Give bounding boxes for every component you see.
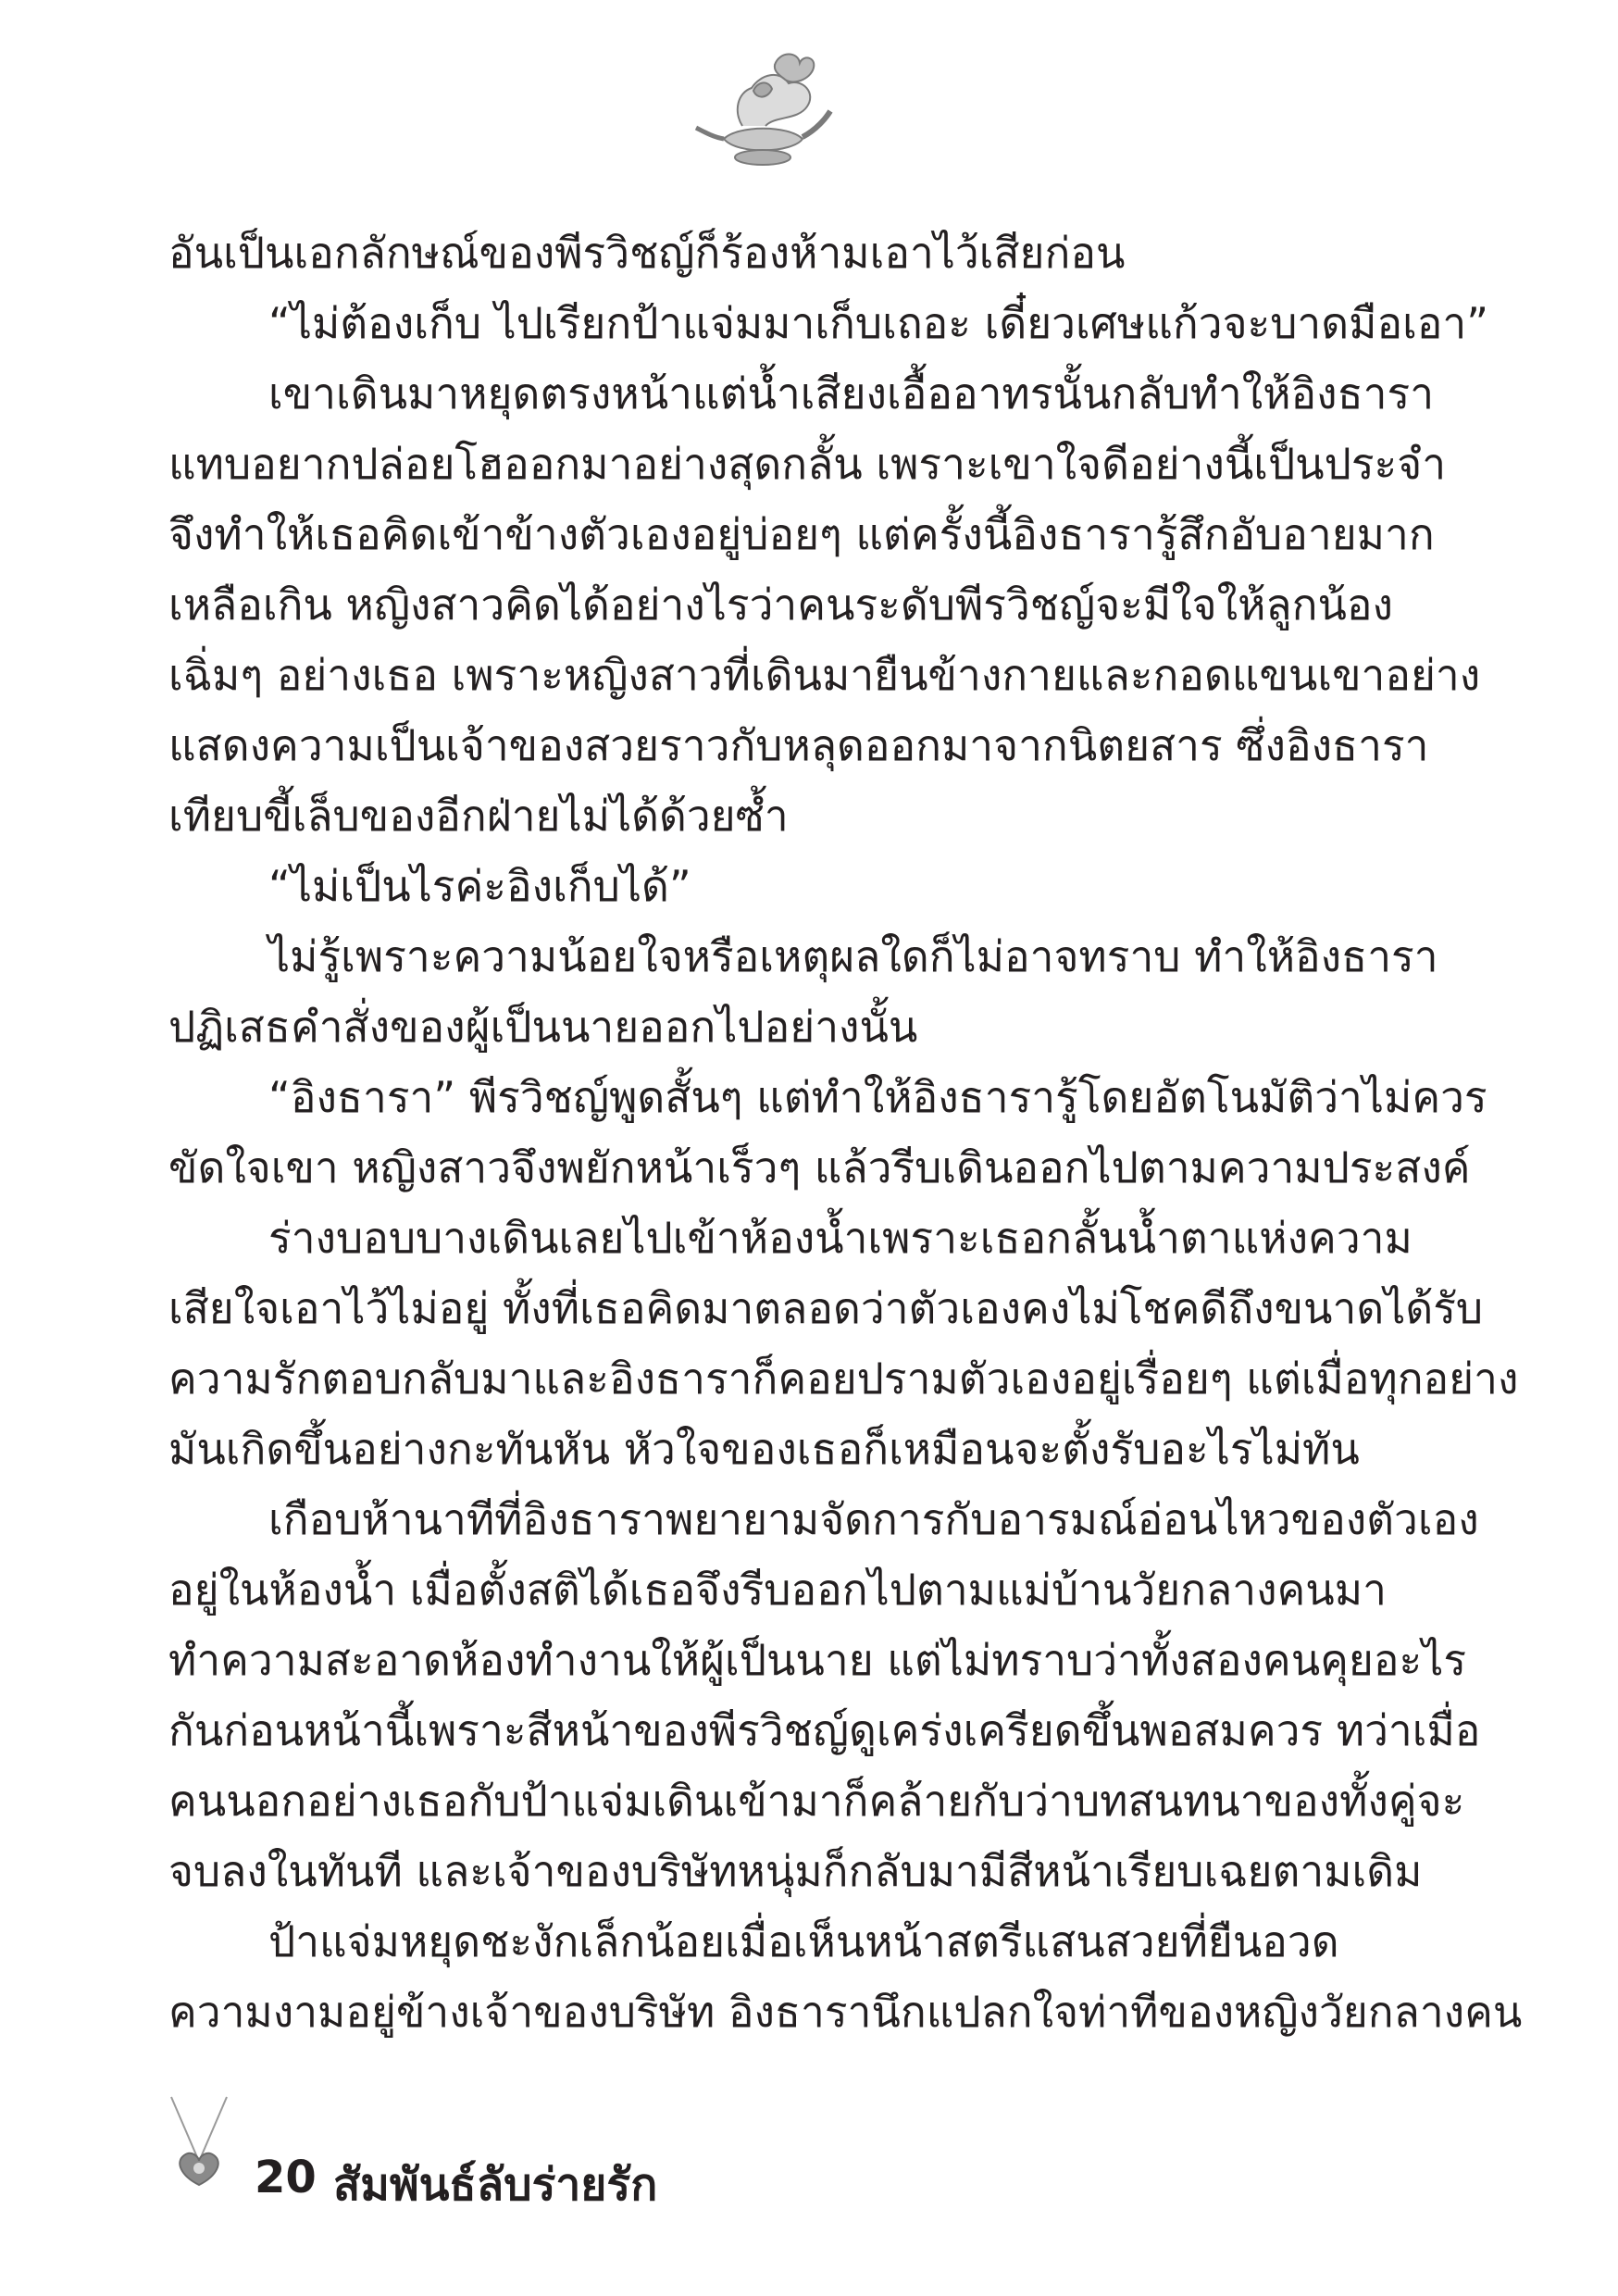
text-line: คนนอกอย่างเธอกับป้าแจ่มเดินเข้ามาก็คล้ายกับว่าบทสนทนาของทั้งคู่จะ [168,1776,1465,1826]
text-line: อยู่ในห้องน้ำ เมื่อตั้งสติได้เธอจึงรีบออกไปตามแม่บ้านวัยกลางคนมา [168,1565,1387,1615]
text-line: “อิงธารา” พีรวิชญ์พูดสั้นๆ แต่ทำให้อิงธารารู้โดยอัตโนมัติว่าไม่ควร [268,1072,1487,1122]
text-line: ไม่รู้เพราะความน้อยใจหรือเหตุผลใดก็ไม่อาจทราบ ทำให้อิงธารา [268,931,1438,981]
text-line: ร่างบอบบางเดินเลยไปเข้าห้องน้ำเพราะเธอกลั้นน้ำตาแห่งความ [268,1213,1413,1263]
text-line: แสดงความเป็นเจ้าของสวยราวกับหลุดออกมาจากนิตยสาร ซึ่งอิงธารา [168,720,1429,770]
text-line: ทำความสะอาดห้องทำงานให้ผู้เป็นนาย แต่ไม่ทราบว่าทั้งสองคนคุยอะไร [168,1635,1467,1685]
text-line: “ไม่ต้องเก็บ ไปเรียกป้าแจ่มมาเก็บเถอะ เดี๋ยวเศษแก้วจะบาดมือเอา” [268,298,1489,348]
text-line: ปฏิเสธคำสั่งของผู้เป็นนายออกไปอย่างนั้น [168,1002,918,1052]
page-number: 20 [255,2152,317,2203]
genie-lamp-icon [687,46,835,176]
text-line: จบลงในทันที และเจ้าของบริษัทหนุ่มก็กลับมามีสีหน้าเรียบเฉยตามเดิม [168,1846,1423,1896]
heart-pendant-icon [162,2092,236,2194]
text-line: “ไม่เป็นไรค่ะอิงเก็บได้” [268,861,691,911]
text-line: เฉิ่มๆ อย่างเธอ เพราะหญิงสาวที่เดินมายืนข้างกายและกอดแขนเขาอย่าง [168,650,1481,700]
text-line: ความงามอยู่ข้างเจ้าของบริษัท อิงธารานึกแปลกใจท่าทีของหญิงวัยกลางคน [168,1987,1523,2037]
text-line: กันก่อนหน้านี้เพราะสีหน้าของพีรวิชญ์ดูเคร่งเครียดขึ้นพอสมควร ทว่าเมื่อ [168,1705,1481,1755]
text-line: ป้าแจ่มหยุดชะงักเล็กน้อยเมื่อเห็นหน้าสตรีแสนสวยที่ยืนอวด [268,1916,1339,1966]
text-line: เกือบห้านาทีที่อิงธาราพยายามจัดการกับอารมณ์อ่อนไหวของตัวเอง [268,1494,1479,1544]
text-line: เขาเดินมาหยุดตรงหน้าแต่น้ำเสียงเอื้ออาทรนั้นกลับทำให้อิงธารา [268,368,1435,418]
text-line: จึงทำให้เธอคิดเข้าข้างตัวเองอยู่บ่อยๆ แต่ครั้งนี้อิงธารารู้สึกอับอายมาก [168,509,1435,559]
book-title: สัมพันธ์ลับร่ายรัก [333,2159,658,2211]
text-line: เทียบขี้เล็บของอีกฝ่ายไม่ได้ด้วยซ้ำ [168,791,789,841]
body-text [168,222,1523,2052]
text-line: แทบอยากปล่อยโฮออกมาอย่างสุดกลั้น เพราะเขาใจดีอย่างนี้เป็นประจำ [168,439,1447,489]
text-line: ขัดใจเขา หญิงสาวจึงพยักหน้าเร็วๆ แล้วรีบเดินออกไปตามความประสงค์ [168,1142,1471,1192]
text-line: มันเกิดขึ้นอย่างกะทันหัน หัวใจของเธอก็เหมือนจะตั้งรับอะไรไม่ทัน [168,1424,1360,1474]
page-footer [162,2092,902,2211]
text-line: อันเป็นเอกลักษณ์ของพีรวิชญ์ก็ร้องห้ามเอาไว้เสียก่อน [168,228,1126,278]
text-line: เสียใจเอาไว้ไม่อยู่ ทั้งที่เธอคิดมาตลอดว่าตัวเองคงไม่โชคดีถึงขนาดได้รับ [168,1283,1484,1333]
text-line: ความรักตอบกลับมาและอิงธาราก็คอยปรามตัวเองอยู่เรื่อยๆ แต่เมื่อทุกอย่าง [168,1354,1519,1404]
text-line: เหลือเกิน หญิงสาวคิดได้อย่างไรว่าคนระดับพีรวิชญ์จะมีใจให้ลูกน้อง [168,580,1393,630]
